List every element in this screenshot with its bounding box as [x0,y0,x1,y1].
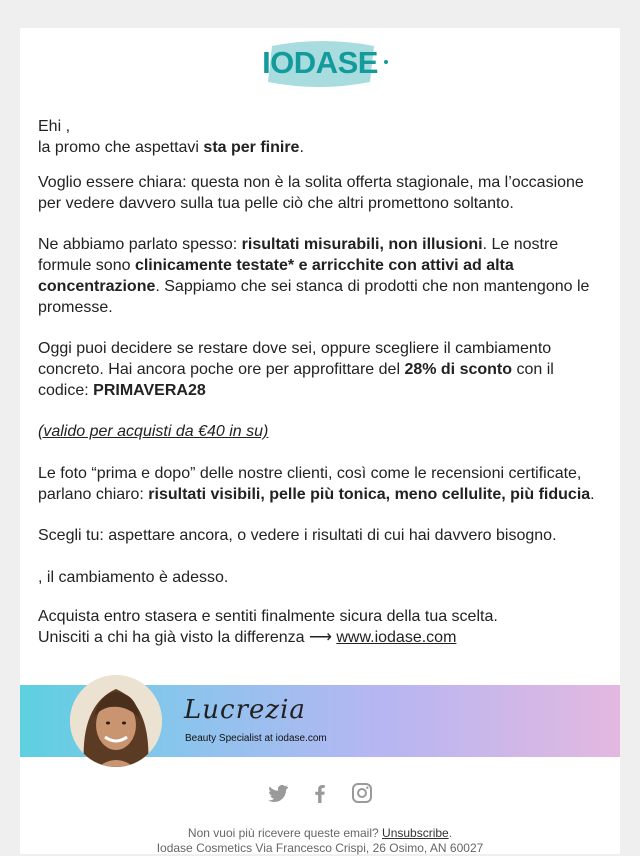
conditions-link[interactable]: (valido per acquisti da €40 in su) [38,423,269,440]
formulas-emphasis-1: risultati misurabili, non illusioni [241,236,483,253]
email-card [20,28,620,854]
greeting-emphasis: sta per finire [203,139,300,156]
paragraph-offer: Voglio essere chiara: questa non è la solita offerta stagionale, ma l’occasione per vedere davvero sulla tua pelle ciò che altri promettono soltanto. [38,174,584,212]
signature-name: Lucrezia [184,695,306,725]
formulas-text-2: . Le nostre formule sono [38,236,559,274]
twitter-icon[interactable] [266,781,290,805]
greeting-line2 [38,137,604,158]
logo-wordmark: IODASE [262,45,378,80]
website-link[interactable]: www.iodase.com [336,629,457,646]
reviews-text-2: . [590,486,595,503]
greeting-line1: Ehi , [38,118,71,135]
discount-text-1: Oggi puoi decidere se restare dove sei, oppure scegliere il cambiamento concreto. Hai ancora poche ore per approfittare del [38,340,552,378]
instagram-icon[interactable] [350,781,374,805]
reviews-text-1: Le foto “prima e dopo” delle nostre clienti, così come le recensioni certificate, parlano chiaro: [38,465,582,503]
paragraph-discount [38,338,604,401]
paragraph-cta [38,606,604,648]
unsubscribe-link[interactable]: Unsubscribe [382,826,449,840]
discount-code: PRIMAVERA28 [93,382,206,399]
paragraph-reviews [38,463,604,505]
unsubscribe-text: Non vuoi più ricevere queste email? [187,826,383,840]
greeting-text: la promo che aspettavi [38,139,204,156]
formulas-text-1: Ne abbiamo parlato spesso: [38,236,242,253]
signature-role: Beauty Specialist at iodase.com [185,733,327,744]
brand-logo[interactable] [252,38,388,88]
company-address: Iodase Cosmetics Via Francesco Crispi, 26 Osimo, AN 60027 [156,841,484,855]
paragraph-change: , il cambiamento è adesso. [38,569,229,586]
discount-text-2: con il codice: [38,361,554,399]
formulas-text-3: . Sappiamo che sei stanca di prodotti che non mantengono le promesse. [38,278,590,316]
paragraph-conditions[interactable] [38,421,604,442]
greeting-period: . [299,139,304,156]
cta-line1: Acquista entro stasera e sentiti finalmente sicura della tua scelta. [38,608,498,625]
unsubscribe-line [20,826,620,841]
avatar [70,675,162,767]
greeting [38,116,604,158]
avatar-portrait-icon [70,675,162,767]
paragraph-choice: Scegli tu: aspettare ancora, o vedere i risultati di cui hai davvero bisogno. [38,527,557,544]
reviews-emphasis: risultati visibili, pelle più tonica, meno cellulite, più fiducia [148,486,591,503]
discount-percentage: 28% di sconto [404,361,513,378]
unsubscribe-period: . [448,826,453,840]
formulas-emphasis-2: clinicamente testate* e arricchite con attivi ad alta concentrazione [38,257,514,295]
facebook-icon[interactable] [308,781,332,805]
paragraph-formulas [38,234,604,318]
logo-dot-icon [384,60,388,64]
cta-line2 [38,627,604,648]
cta-text: Unisciti a chi ha già visto la differenza ⟶ [38,629,337,646]
